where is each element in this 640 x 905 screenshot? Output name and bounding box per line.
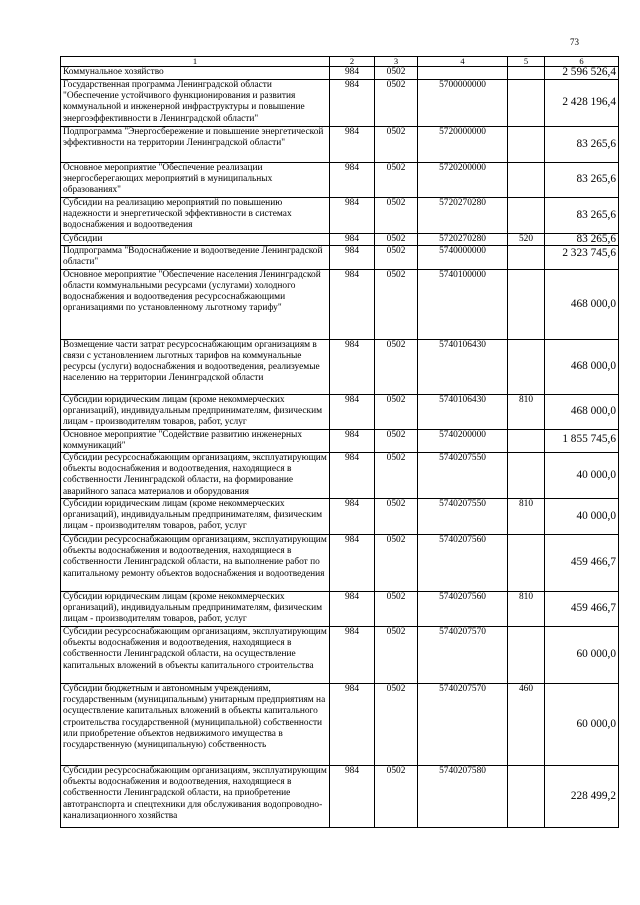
header-cell: 4 [418, 57, 508, 67]
table-row [61, 163, 619, 198]
row-name-cell: Основное мероприятие "Обеспечение реализации энергосберегающих мероприятий в муниципальных образованиях" [61, 163, 330, 198]
row-csr-cell: 5740000000 [418, 246, 508, 269]
row-name-cell: Подпрограмма "Водоснабжение и водоотведение Ленинградской области" [61, 246, 330, 269]
row-rz-cell: 0502 [375, 67, 418, 80]
row-name-cell: Субсидии ресурсоснабжающим организациям, эксплуатирующим объекты водоснабжения и водоотведения, находящиеся в собственности Ленинградской области, на приобретение автотранспорта и спецтехники для обслуживания водопроводно-канализационного хозяйства [61, 766, 330, 828]
row-name-cell: Субсидии юридическим лицам (кроме некоммерческих организаций), индивидуальным предпринимателям, физическим лицам - производителям товаров, работ, услуг [61, 394, 330, 429]
row-ved-cell: 984 [330, 127, 375, 163]
row-rz-cell: 0502 [375, 429, 418, 452]
table-row [61, 535, 619, 592]
row-sum-cell: 60 000,0 [545, 684, 619, 766]
row-csr-cell: 5740207550 [418, 499, 508, 535]
row-name-cell: Основное мероприятие "Содействие развитию инженерных коммуникаций" [61, 429, 330, 452]
row-ved-cell: 984 [330, 234, 375, 246]
row-csr-cell: 5740207570 [418, 684, 508, 766]
header-cell: 3 [375, 57, 418, 67]
row-vr-cell: 810 [508, 394, 545, 429]
row-ved-cell: 984 [330, 163, 375, 198]
table-row [61, 429, 619, 452]
table-row [61, 499, 619, 535]
row-ved-cell: 984 [330, 535, 375, 592]
header-cell: 6 [545, 57, 619, 67]
row-sum-cell: 83 265,6 [545, 198, 619, 234]
row-sum-cell: 40 000,0 [545, 499, 619, 535]
row-csr-cell: 5740207560 [418, 535, 508, 592]
row-rz-cell: 0502 [375, 766, 418, 828]
row-name-cell: Государственная программа Ленинградской области "Обеспечение устойчивого функционирования и развития коммунальной и инженерной инфраструктуры и повышение энергоэффективности в Ленинградской области" [61, 80, 330, 127]
row-vr-cell [508, 246, 545, 269]
row-sum-cell: 83 265,6 [545, 163, 619, 198]
table-row [61, 592, 619, 627]
row-vr-cell [508, 198, 545, 234]
row-ved-cell: 984 [330, 627, 375, 684]
row-csr-cell: 5740207570 [418, 627, 508, 684]
row-csr-cell: 5720200000 [418, 163, 508, 198]
row-vr-cell [508, 269, 545, 339]
table-row [61, 394, 619, 429]
row-vr-cell [508, 535, 545, 592]
row-rz-cell: 0502 [375, 163, 418, 198]
header-cell: 2 [330, 57, 375, 67]
row-sum-cell: 468 000,0 [545, 394, 619, 429]
row-sum-cell: 60 000,0 [545, 627, 619, 684]
table-row [61, 627, 619, 684]
row-csr-cell: 5740207550 [418, 453, 508, 499]
row-name-cell: Возмещение части затрат ресурсоснабжающим организациям в связи с установлением льготных тарифов на коммунальные ресурсы (услуги) водоснабжения и водоотведения, реализуемые населению на территории Ленинградской области [61, 339, 330, 394]
row-csr-cell [418, 67, 508, 80]
row-ved-cell: 984 [330, 592, 375, 627]
row-name-cell: Субсидии [61, 234, 330, 246]
row-vr-cell [508, 127, 545, 163]
row-sum-cell: 459 466,7 [545, 592, 619, 627]
row-name-cell: Субсидии бюджетным и автономным учреждениям, государственным (муниципальным) унитарным предприятиям на осуществление капитальных вложений в объекты капитального строительства государственной (муниципальной) собственности или приобретение объектов недвижимого имущества в государственную (муниципальную) собственность [61, 684, 330, 766]
header-cell: 1 [61, 57, 330, 67]
row-ved-cell: 984 [330, 499, 375, 535]
row-rz-cell: 0502 [375, 453, 418, 499]
row-rz-cell: 0502 [375, 499, 418, 535]
row-csr-cell: 5720000000 [418, 127, 508, 163]
row-ved-cell: 984 [330, 453, 375, 499]
row-sum-cell: 40 000,0 [545, 453, 619, 499]
row-vr-cell [508, 627, 545, 684]
row-vr-cell: 810 [508, 592, 545, 627]
row-csr-cell: 5740207580 [418, 766, 508, 828]
row-sum-cell: 468 000,0 [545, 339, 619, 394]
row-rz-cell: 0502 [375, 234, 418, 246]
row-rz-cell: 0502 [375, 246, 418, 269]
row-rz-cell: 0502 [375, 339, 418, 394]
row-vr-cell: 810 [508, 499, 545, 535]
row-rz-cell: 0502 [375, 535, 418, 592]
row-vr-cell [508, 766, 545, 828]
row-rz-cell: 0502 [375, 80, 418, 127]
row-rz-cell: 0502 [375, 269, 418, 339]
row-name-cell: Коммунальное хозяйство [61, 67, 330, 80]
row-csr-cell: 5740106430 [418, 394, 508, 429]
row-sum-cell: 2 596 526,4 [545, 67, 619, 80]
row-vr-cell: 520 [508, 234, 545, 246]
row-csr-cell: 5740200000 [418, 429, 508, 452]
row-name-cell: Субсидии на реализацию мероприятий по повышению надежности и энергетической эффективности в системах водоснабжения и водоотведения [61, 198, 330, 234]
table-header-row [61, 57, 619, 67]
row-ved-cell: 984 [330, 198, 375, 234]
row-ved-cell: 984 [330, 429, 375, 452]
row-vr-cell [508, 453, 545, 499]
row-vr-cell [508, 429, 545, 452]
row-ved-cell: 984 [330, 339, 375, 394]
row-vr-cell: 460 [508, 684, 545, 766]
row-sum-cell: 2 428 196,4 [545, 80, 619, 127]
row-sum-cell: 83 265,6 [545, 127, 619, 163]
row-ved-cell: 984 [330, 80, 375, 127]
row-sum-cell: 459 466,7 [545, 535, 619, 592]
table-row [61, 246, 619, 269]
table-row [61, 67, 619, 80]
row-rz-cell: 0502 [375, 627, 418, 684]
row-ved-cell: 984 [330, 684, 375, 766]
row-sum-cell: 468 000,0 [545, 269, 619, 339]
row-rz-cell: 0502 [375, 684, 418, 766]
row-sum-cell: 1 855 745,6 [545, 429, 619, 452]
row-csr-cell: 5720270280 [418, 198, 508, 234]
row-ved-cell: 984 [330, 766, 375, 828]
row-sum-cell: 83 265,6 [545, 234, 619, 246]
row-vr-cell [508, 80, 545, 127]
budget-table [60, 56, 619, 828]
row-name-cell: Субсидии ресурсоснабжающим организациям, эксплуатирующим объекты водоснабжения и водоотведения, находящиеся в собственности Ленинградской области, на выполнение работ по капитальному ремонту объектов водоснабжения и водоотведения [61, 535, 330, 592]
row-csr-cell: 5700000000 [418, 80, 508, 127]
row-name-cell: Субсидии ресурсоснабжающим организациям, эксплуатирующим объекты водоснабжения и водоотведения, находящиеся в собственности Ленинградской области, на формирование аварийного запаса материалов и оборудования [61, 453, 330, 499]
row-sum-cell: 228 499,2 [545, 766, 619, 828]
table-row [61, 766, 619, 828]
row-name-cell: Подпрограмма "Энергосбережение и повышение энергетической эффективности на территории Ленинградской области" [61, 127, 330, 163]
row-ved-cell: 984 [330, 246, 375, 269]
row-name-cell: Субсидии юридическим лицам (кроме некоммерческих организаций), индивидуальным предпринимателям, физическим лицам - производителям товаров, работ, услуг [61, 499, 330, 535]
row-vr-cell [508, 339, 545, 394]
row-name-cell: Субсидии ресурсоснабжающим организациям, эксплуатирующим объекты водоснабжения и водоотведения, находящиеся в собственности Ленинградской области, на осуществление капитальных вложений в объекты капитального строительства [61, 627, 330, 684]
row-name-cell: Субсидии юридическим лицам (кроме некоммерческих организаций), индивидуальным предпринимателям, физическим лицам - производителям товаров, работ, услуг [61, 592, 330, 627]
row-sum-cell: 2 323 745,6 [545, 246, 619, 269]
table-row [61, 127, 619, 163]
table-row [61, 684, 619, 766]
row-vr-cell [508, 67, 545, 80]
table-row [61, 453, 619, 499]
row-ved-cell: 984 [330, 67, 375, 80]
row-csr-cell: 5720270280 [418, 234, 508, 246]
row-vr-cell [508, 163, 545, 198]
page-number: 73 [570, 37, 579, 47]
row-csr-cell: 5740106430 [418, 339, 508, 394]
row-rz-cell: 0502 [375, 394, 418, 429]
table-row [61, 80, 619, 127]
table-row [61, 339, 619, 394]
row-csr-cell: 5740207560 [418, 592, 508, 627]
row-rz-cell: 0502 [375, 198, 418, 234]
header-cell: 5 [508, 57, 545, 67]
table-row [61, 198, 619, 234]
row-ved-cell: 984 [330, 394, 375, 429]
table-row [61, 269, 619, 339]
row-name-cell: Основное мероприятие "Обеспечение населения Ленинградской области коммунальными ресурсами (услугами) холодного водоснабжения и водоотведения ресурсоснабжающими организациями по установленному льготному тарифу" [61, 269, 330, 339]
row-ved-cell: 984 [330, 269, 375, 339]
row-rz-cell: 0502 [375, 127, 418, 163]
table-row [61, 234, 619, 246]
row-rz-cell: 0502 [375, 592, 418, 627]
row-csr-cell: 5740100000 [418, 269, 508, 339]
